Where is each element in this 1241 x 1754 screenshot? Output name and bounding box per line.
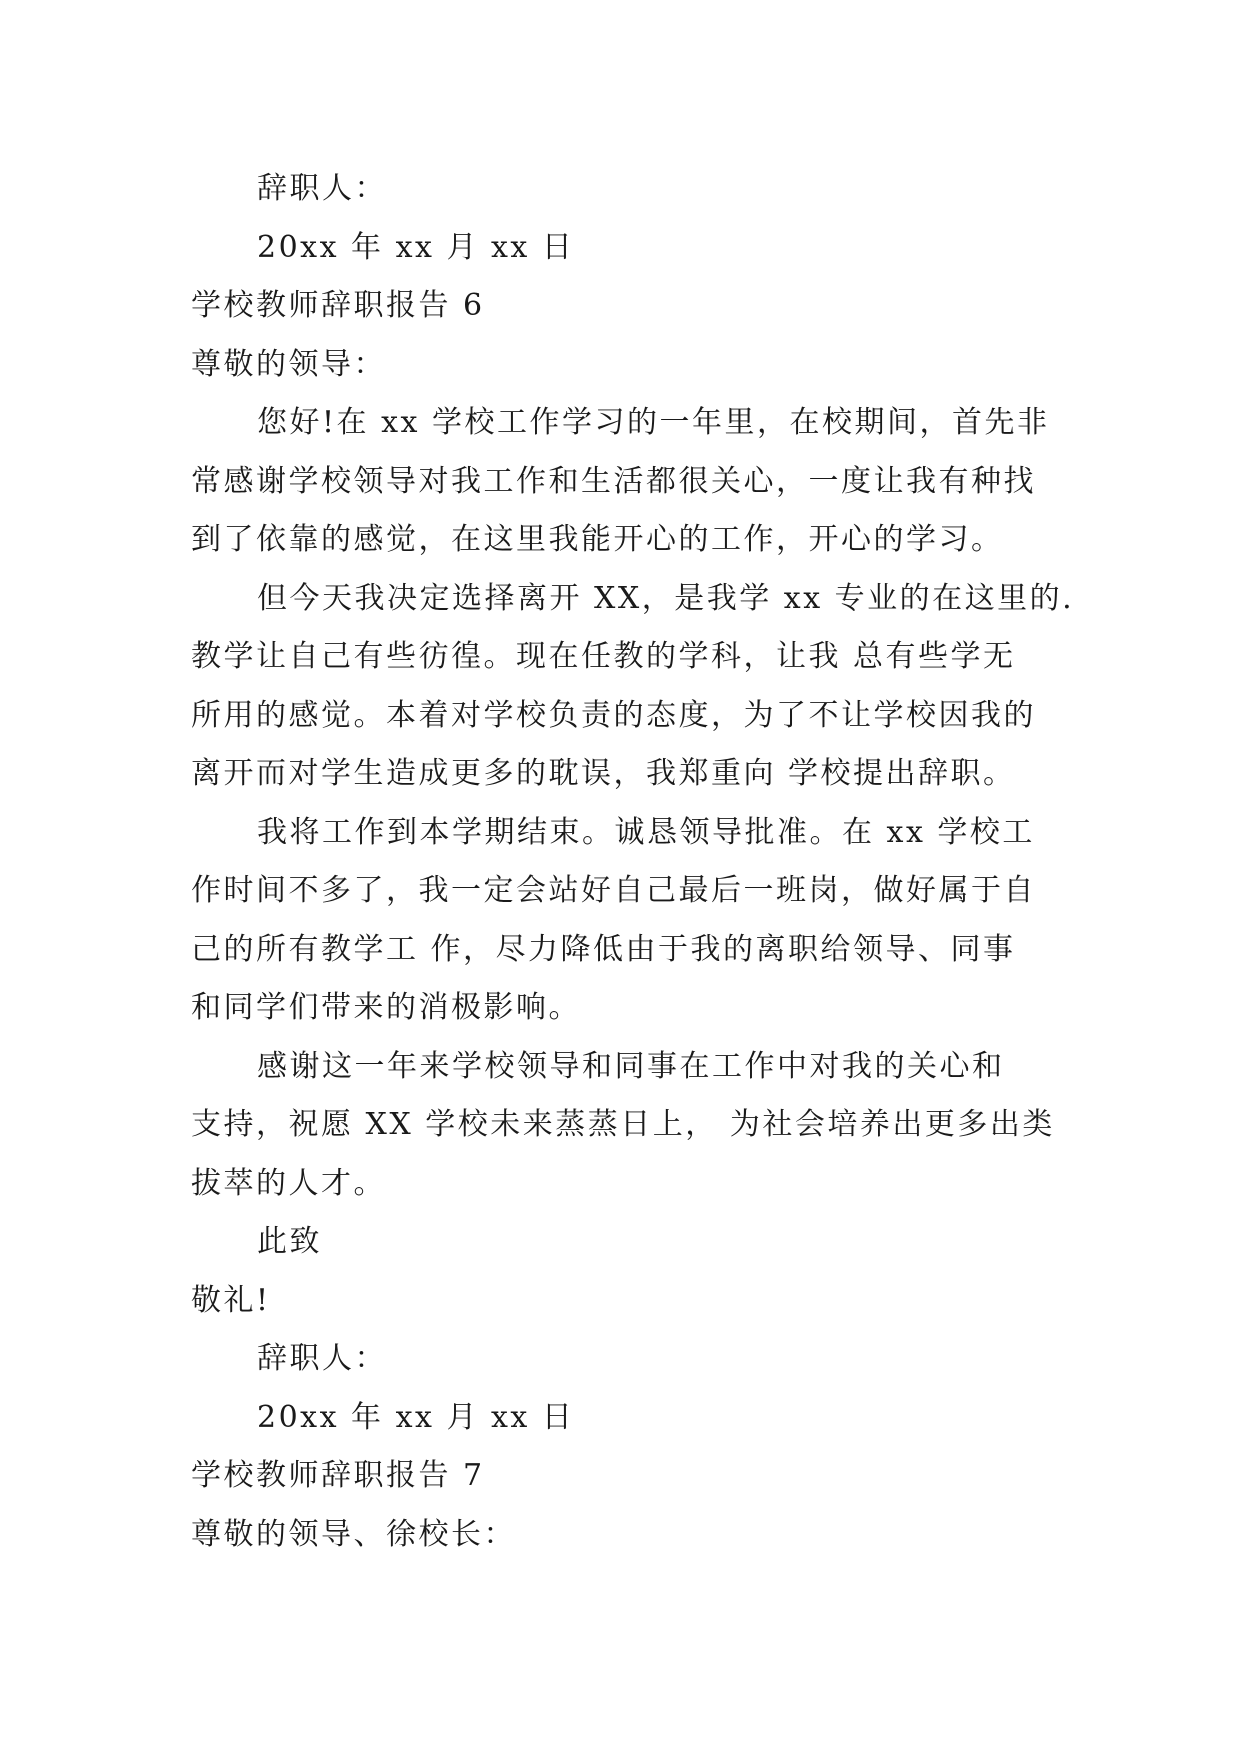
paragraph-1-line-1: 您好!在 xx 学校工作学习的一年里，在校期间，首先非	[257, 405, 1050, 440]
salutation-2: 尊敬的领导、徐校长：	[191, 1516, 516, 1552]
salutation: 尊敬的领导：	[191, 346, 386, 382]
document-body	[191, 160, 1075, 1564]
paragraph-2-line-4: 离开而对学生造成更多的耽误，我郑重向 学校提出辞职。	[191, 756, 1016, 791]
signature-date-2: 20xx 年 xx 月 xx 日	[257, 1399, 575, 1435]
paragraph-3-line-2: 作时间不多了，我一定会站好自己最后一班岗，做好属于自	[191, 873, 1036, 908]
paragraph-2-line-2: 教学让自己有些彷徨。现在任教的学科，让我 总有些学无	[191, 639, 1016, 674]
signature-label: 辞职人：	[257, 171, 387, 206]
signature-date: 20xx 年 xx 月 xx 日	[257, 229, 575, 265]
paragraph-3-line-4: 和同学们带来的消极影响。	[191, 990, 581, 1025]
paragraph-3-line-3: 己的所有教学工 作，尽力降低由于我的离职给领导、同事	[191, 931, 1016, 967]
report-title-6: 学校教师辞职报告 6	[191, 288, 485, 323]
paragraph-1-line-3: 到了依靠的感觉，在这里我能开心的工作，开心的学习。	[191, 522, 1004, 557]
closing-phrase: 此致	[257, 1224, 322, 1259]
paragraph-2-line-1: 但今天我决定选择离开 XX，是我学 xx 专业的在这里的.	[257, 580, 1075, 616]
paragraph-4-line-3: 拔萃的人才。	[191, 1165, 386, 1201]
closing-salute: 敬礼!	[191, 1282, 271, 1318]
signature-label-2: 辞职人：	[257, 1341, 387, 1376]
report-title-7: 学校教师辞职报告 7	[191, 1458, 485, 1493]
paragraph-2-line-3: 所用的感觉。本着对学校负责的态度，为了不让学校因我的	[191, 697, 1036, 733]
paragraph-4-line-1: 感谢这一年来学校领导和同事在工作中对我的关心和	[257, 1048, 1005, 1084]
paragraph-4-line-2: 支持，祝愿 XX 学校未来蒸蒸日上， 为社会培养出更多出类	[191, 1107, 1055, 1142]
paragraph-1-line-2: 常感谢学校领导对我工作和生活都很关心，一度让我有种找	[191, 463, 1036, 499]
paragraph-3-line-1: 我将工作到本学期结束。诚恳领导批准。在 xx 学校工	[257, 814, 1035, 850]
